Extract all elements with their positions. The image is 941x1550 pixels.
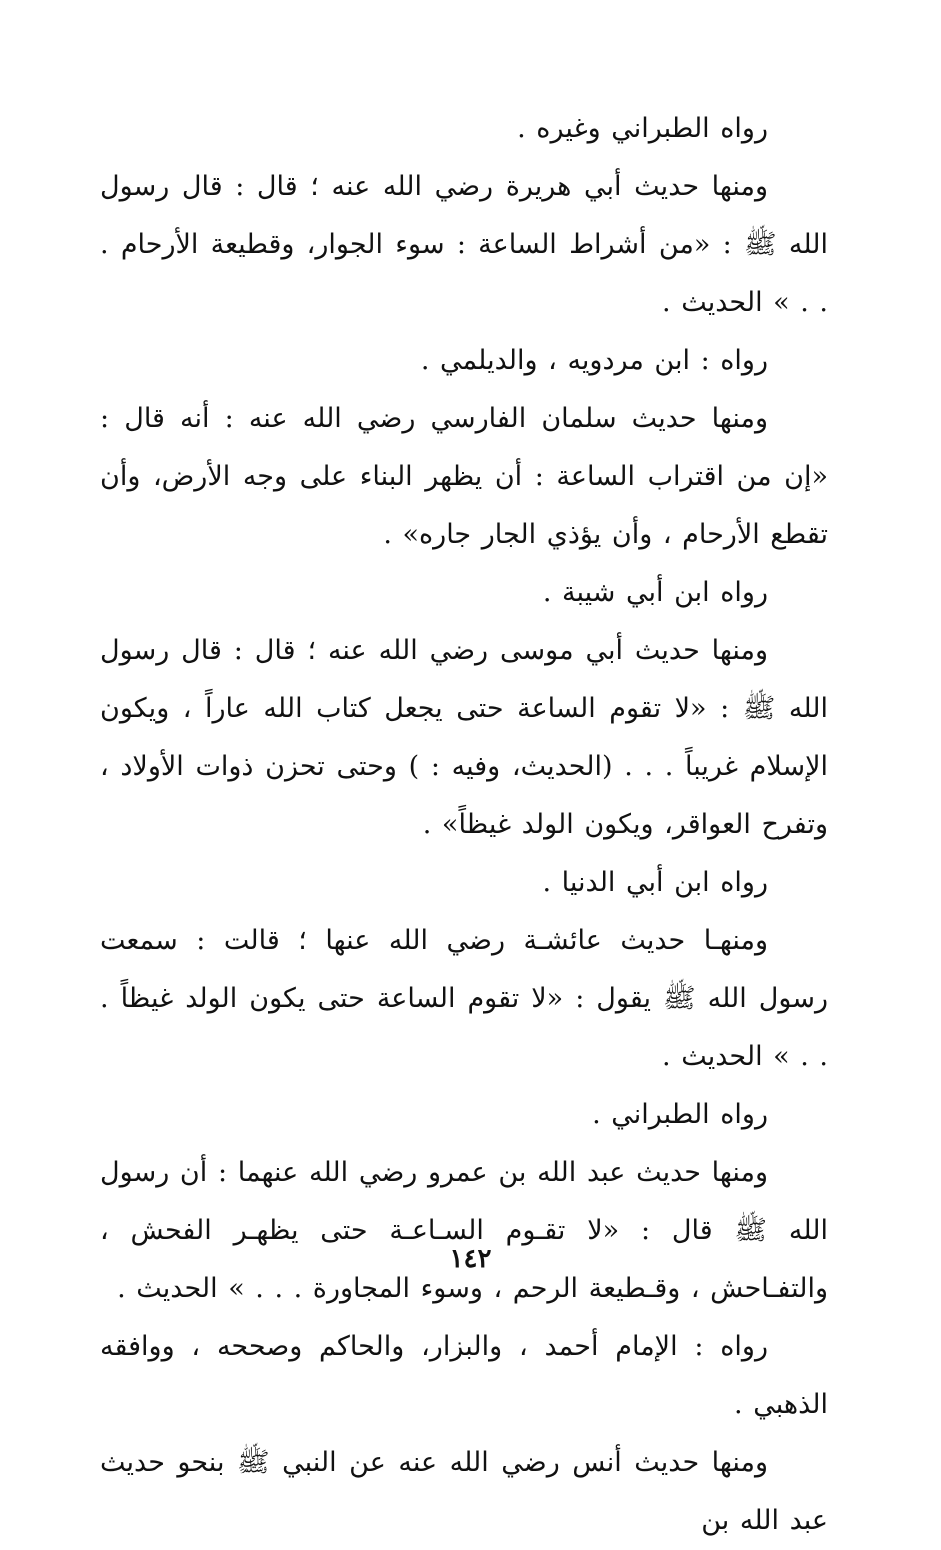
page-body [100, 100, 828, 1550]
paragraph-2: ومنها حديث أبي هريرة رضي الله عنه ؛ قال : قال رسول الله ﷺ : «من أشراط الساعة : سوء الجوار، وقطيعة الأرحام . . . » الحديث . [100, 171, 828, 318]
paragraph-1: رواه الطبراني وغيره . [517, 113, 768, 144]
paragraph-4: ومنها حديث سلمان الفارسي رضي الله عنه : أنه قال : «إن من اقتراب الساعة : أن يظهر البناء على وجه الأرض، وأن تقطع الأرحام ، وأن يؤذي الجار جاره» . [100, 403, 828, 550]
paragraph-10: ومنها حديث عبد الله بن عمرو رضي الله عنهما : أن رسول الله ﷺ قال : «لا تقـوم السـاعـة حتى يظهـر الفحش ، والتفـاحش ، وقـطيعة الرحم ، وسوء المجاورة . . . » الحديث . [100, 1157, 828, 1304]
paragraph-6: ومنها حديث أبي موسى رضي الله عنه ؛ قال : قال رسول الله ﷺ : «لا تقوم الساعة حتى يجعل كتاب الله عاراً ، ويكون الإسلام غريباً . . . (الحديث، وفيه : ) وحتى تحزن ذوات الأولاد ، وتفرح العواقر، ويكون الولد غيظاً» . [100, 635, 828, 840]
paragraph-5: رواه ابن أبي شيبة . [542, 577, 768, 608]
paragraph-12: ومنها حديث أنس رضي الله عنه عن النبي ﷺ بنحو حديث عبد الله بن [100, 1447, 828, 1536]
paragraph-8: ومنهـا حديث عائشـة رضي الله عنها ؛ قالت : سمعت رسول الله ﷺ يقول : «لا تقوم الساعة حتى يكون الولد غيظاً . . . » الحديث . [100, 925, 828, 1072]
paragraph-11: رواه : الإمام أحمد ، والبزار، والحاكم وصححه ، ووافقه الذهبي . [100, 1331, 828, 1420]
paragraph-7: رواه ابن أبي الدنيا . [542, 867, 768, 898]
paragraph-9: رواه الطبراني . [592, 1099, 768, 1130]
paragraph-3: رواه : ابن مردويه ، والديلمي . [420, 345, 768, 376]
page-number: ١٤٢ [449, 1244, 492, 1274]
